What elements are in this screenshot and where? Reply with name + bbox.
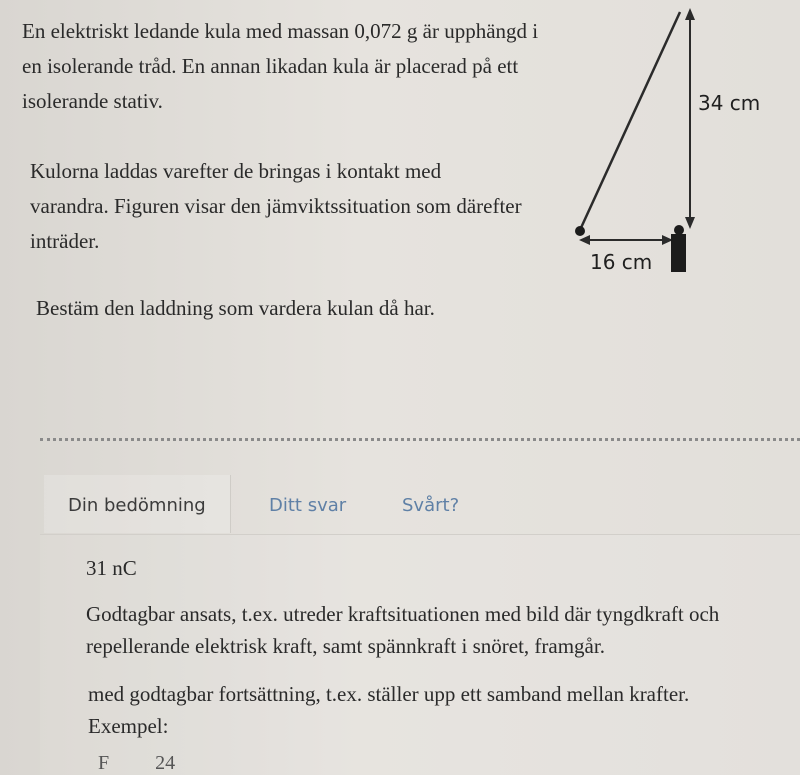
hanging-ball (575, 226, 585, 236)
section-divider (40, 438, 800, 441)
criterion-1: Godtagbar ansats, t.ex. utreder kraftsituationen med bild där tyngdkraft och repellerande elektrisk kraft, samt spännkraft i snöret, framgår. (86, 602, 720, 658)
height-arrow-bottom-head (685, 217, 695, 229)
height-label: 34 cm (698, 91, 761, 115)
insulating-stand (671, 234, 686, 272)
height-arrow-top-head (685, 8, 695, 20)
figure-drawing (560, 0, 800, 290)
stand-ball (674, 225, 684, 235)
thread-line (580, 12, 680, 230)
correct-answer: 31 nC (86, 556, 137, 580)
tab-ditt-svar[interactable]: Ditt svar (269, 495, 347, 516)
cutoff-left-text: F (98, 752, 110, 774)
example-label: Exempel: (88, 714, 169, 738)
problem-paragraph-2: Kulorna laddas varefter de bringas i kontakt med varandra. Figuren visar den jämviktssituation som därefter inträder. (30, 159, 522, 253)
criterion-2 (88, 678, 788, 742)
problem-paragraph-1: En elektriskt ledande kula med massan 0,072 g är upphängd i en isolerande tråd. En annan likadan kula är placerad på ett isolerande stativ. (22, 19, 539, 113)
cutoff-right-text: 24 (155, 752, 176, 774)
tab-din-bedomning[interactable]: Din bedömning (44, 475, 231, 533)
equilibrium-figure (560, 0, 800, 290)
distance-label: 16 cm (590, 250, 653, 274)
problem-question: Bestäm den laddning som vardera kulan då har. (36, 296, 435, 320)
criterion-2-text: med godtagbar fortsättning, t.ex. ställer upp ett samband mellan krafter. (88, 682, 690, 706)
distance-arrow-left-head (579, 235, 590, 245)
assessment-tabs (40, 475, 800, 535)
cutoff-formula (98, 752, 175, 775)
tab-svart[interactable]: Svårt? (402, 495, 460, 516)
